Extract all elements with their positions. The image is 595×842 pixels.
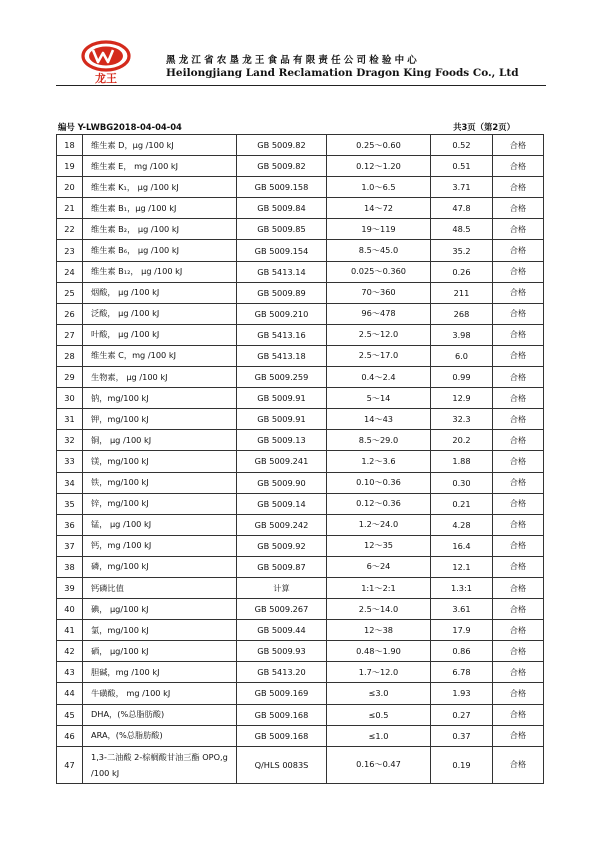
test-result: 0.30 [431,472,493,493]
test-result: 47.8 [431,198,493,219]
row-number: 22 [57,219,83,240]
row-number: 38 [57,556,83,577]
test-item: 维生素 B₂， μg /100 kJ [83,219,237,240]
report-number: 编号 Y-LWBG2018-04-04-04 [58,122,182,132]
test-method: GB 5009.13 [237,430,327,451]
judgement: 合格 [493,388,544,409]
judgement: 合格 [493,535,544,556]
row-number: 30 [57,388,83,409]
judgement: 合格 [493,577,544,598]
judgement: 合格 [493,472,544,493]
test-method: GB 5413.20 [237,662,327,683]
table-row [57,324,544,345]
standard-range: 0.16～0.47 [327,746,431,783]
table-row [57,577,544,598]
standard-range: 12～38 [327,620,431,641]
row-number: 45 [57,704,83,725]
row-number: 27 [57,324,83,345]
row-number: 32 [57,430,83,451]
test-item: 维生素 B₁₂， μg /100 kJ [83,261,237,282]
test-item: 铜， μg /100 kJ [83,430,237,451]
test-method: GB 5413.14 [237,261,327,282]
test-item: 胆碱，mg /100 kJ [83,662,237,683]
judgement: 合格 [493,451,544,472]
judgement: 合格 [493,303,544,324]
row-number: 19 [57,156,83,177]
judgement: 合格 [493,662,544,683]
row-number: 43 [57,662,83,683]
row-number: 47 [57,746,83,783]
test-method: GB 5009.210 [237,303,327,324]
test-method: GB 5009.91 [237,409,327,430]
logo-text: 龙王 [95,72,117,85]
row-number: 21 [57,198,83,219]
page-count: 共3页（第2页） [453,122,515,132]
test-method: GB 5009.82 [237,156,327,177]
company-name-cn: 黑龙江省农垦龙王食品有限责任公司检验中心 [166,55,421,66]
test-item: 锌，mg/100 kJ [83,493,237,514]
table-row [57,451,544,472]
test-result: 0.21 [431,493,493,514]
table-row [57,641,544,662]
judgement: 合格 [493,261,544,282]
standard-range: 1:1～2:1 [327,577,431,598]
judgement: 合格 [493,282,544,303]
standard-range: 5～14 [327,388,431,409]
row-number: 39 [57,577,83,598]
standard-range: ≤3.0 [327,683,431,704]
test-result: 0.51 [431,156,493,177]
standard-range: 1.0～6.5 [327,177,431,198]
standard-range: 70～360 [327,282,431,303]
table-row [57,156,544,177]
test-method: GB 5009.267 [237,599,327,620]
standard-range: ≤0.5 [327,704,431,725]
row-number: 24 [57,261,83,282]
test-result: 3.71 [431,177,493,198]
test-item: 钙磷比值 [83,577,237,598]
test-item: 铁，mg/100 kJ [83,472,237,493]
standard-range: 0.48～1.90 [327,641,431,662]
test-item: 维生素 K₁， μg /100 kJ [83,177,237,198]
judgement: 合格 [493,135,544,156]
judgement: 合格 [493,156,544,177]
test-result: 32.3 [431,409,493,430]
table-row [57,514,544,535]
table-row [57,683,544,704]
table-row [57,430,544,451]
test-method: GB 5009.91 [237,388,327,409]
standard-range: 14～43 [327,409,431,430]
table-row [57,261,544,282]
standard-range: 8.5～29.0 [327,430,431,451]
judgement: 合格 [493,240,544,261]
test-method: GB 5009.242 [237,514,327,535]
test-method: GB 5009.92 [237,535,327,556]
test-method: 计算 [237,577,327,598]
test-item: 磷，mg/100 kJ [83,556,237,577]
standard-range: 96～478 [327,303,431,324]
row-number: 42 [57,641,83,662]
judgement: 合格 [493,641,544,662]
test-item: 锰， μg /100 kJ [83,514,237,535]
table-row [57,662,544,683]
test-result: 12.9 [431,388,493,409]
judgement: 合格 [493,430,544,451]
row-number: 26 [57,303,83,324]
test-result: 3.98 [431,324,493,345]
row-number: 36 [57,514,83,535]
test-method: GB 5009.85 [237,219,327,240]
row-number: 33 [57,451,83,472]
test-item: 1,3-二油酸 2-棕榈酸甘油三酯 OPO,g /100 kJ [83,746,237,783]
row-number: 37 [57,535,83,556]
judgement: 合格 [493,345,544,366]
table-row [57,409,544,430]
table-row [57,472,544,493]
company-name-en: Heilongjiang Land Reclamation Dragon King Foods Co., Ltd [166,67,519,79]
company-logo-icon [74,40,138,86]
judgement: 合格 [493,620,544,641]
test-result: 268 [431,303,493,324]
judgement: 合格 [493,324,544,345]
test-result: 3.61 [431,599,493,620]
judgement: 合格 [493,704,544,725]
test-method: GB 5009.169 [237,683,327,704]
judgement: 合格 [493,177,544,198]
test-result: 17.9 [431,620,493,641]
test-method: GB 5413.16 [237,324,327,345]
standard-range: 2.5～12.0 [327,324,431,345]
judgement: 合格 [493,683,544,704]
test-result: 12.1 [431,556,493,577]
judgement: 合格 [493,367,544,388]
table-row [57,725,544,746]
standard-range: 0.25～0.60 [327,135,431,156]
judgement: 合格 [493,409,544,430]
row-number: 44 [57,683,83,704]
test-item: 烟酸， μg /100 kJ [83,282,237,303]
table-row [57,367,544,388]
test-result: 48.5 [431,219,493,240]
test-method: Q/HLS 0083S [237,746,327,783]
test-item: 镁，mg/100 kJ [83,451,237,472]
table-row [57,535,544,556]
test-result: 1.3:1 [431,577,493,598]
test-item: 叶酸， μg /100 kJ [83,324,237,345]
judgement: 合格 [493,514,544,535]
test-method: GB 5009.14 [237,493,327,514]
table-row [57,345,544,366]
row-number: 31 [57,409,83,430]
standard-range: 0.12～0.36 [327,493,431,514]
standard-range: 6～24 [327,556,431,577]
table-row [57,177,544,198]
table-row [57,303,544,324]
row-number: 29 [57,367,83,388]
test-method: GB 5009.93 [237,641,327,662]
test-method: GB 5413.18 [237,345,327,366]
standard-range: 0.025～0.360 [327,261,431,282]
row-number: 28 [57,345,83,366]
test-item: DHA，(%总脂肪酸) [83,704,237,725]
table-row [57,556,544,577]
standard-range: 1.2～24.0 [327,514,431,535]
test-item: 钙，mg /100 kJ [83,535,237,556]
test-method: GB 5009.90 [237,472,327,493]
row-number: 40 [57,599,83,620]
header-divider [56,85,546,86]
test-item: 维生素 B₁，μg /100 kJ [83,198,237,219]
judgement: 合格 [493,746,544,783]
test-result: 16.4 [431,535,493,556]
test-item: 氯，mg/100 kJ [83,620,237,641]
test-item: 维生素 B₆， μg /100 kJ [83,240,237,261]
test-method: GB 5009.241 [237,451,327,472]
standard-range: 19～119 [327,219,431,240]
row-number: 35 [57,493,83,514]
table-row [57,620,544,641]
test-item: 硒， μg/100 kJ [83,641,237,662]
standard-range: 14～72 [327,198,431,219]
test-method: GB 5009.87 [237,556,327,577]
row-number: 25 [57,282,83,303]
judgement: 合格 [493,198,544,219]
test-item: 钠，mg/100 kJ [83,388,237,409]
test-result: 4.28 [431,514,493,535]
table-row [57,282,544,303]
table-row [57,746,544,783]
standard-range: 1.2～3.6 [327,451,431,472]
test-result: 0.37 [431,725,493,746]
table-row [57,493,544,514]
table-row [57,135,544,156]
standard-range: 0.10～0.36 [327,472,431,493]
standard-range: 12～35 [327,535,431,556]
test-method: GB 5009.154 [237,240,327,261]
judgement: 合格 [493,493,544,514]
test-result: 0.52 [431,135,493,156]
standard-range: 0.4～2.4 [327,367,431,388]
row-number: 18 [57,135,83,156]
test-method: GB 5009.89 [237,282,327,303]
standard-range: 8.5～45.0 [327,240,431,261]
test-results-table [56,134,544,784]
test-method: GB 5009.168 [237,704,327,725]
table-row [57,219,544,240]
test-item: 维生素 E， mg /100 kJ [83,156,237,177]
row-number: 23 [57,240,83,261]
test-item: 钾，mg/100 kJ [83,409,237,430]
row-number: 41 [57,620,83,641]
table-row [57,240,544,261]
judgement: 合格 [493,599,544,620]
test-result: 1.93 [431,683,493,704]
test-method: GB 5009.168 [237,725,327,746]
test-result: 211 [431,282,493,303]
test-method: GB 5009.44 [237,620,327,641]
test-item: 泛酸， μg /100 kJ [83,303,237,324]
test-item: 碘， μg/100 kJ [83,599,237,620]
test-method: GB 5009.259 [237,367,327,388]
row-number: 46 [57,725,83,746]
table-row [57,198,544,219]
test-method: GB 5009.84 [237,198,327,219]
judgement: 合格 [493,219,544,240]
table-row [57,599,544,620]
judgement: 合格 [493,725,544,746]
test-result: 0.19 [431,746,493,783]
table-row [57,704,544,725]
standard-range: ≤1.0 [327,725,431,746]
test-result: 0.86 [431,641,493,662]
test-item: 维生素 D，μg /100 kJ [83,135,237,156]
standard-range: 2.5～14.0 [327,599,431,620]
test-item: 牛磺酸， mg /100 kJ [83,683,237,704]
standard-range: 2.5～17.0 [327,345,431,366]
judgement: 合格 [493,556,544,577]
row-number: 34 [57,472,83,493]
test-result: 6.78 [431,662,493,683]
test-result: 35.2 [431,240,493,261]
letterhead [74,40,534,86]
standard-range: 0.12～1.20 [327,156,431,177]
test-item: 维生素 C，mg /100 kJ [83,345,237,366]
test-result: 20.2 [431,430,493,451]
test-item: 生物素， μg /100 kJ [83,367,237,388]
test-result: 0.27 [431,704,493,725]
test-result: 0.26 [431,261,493,282]
test-item: ARA，(%总脂肪酸) [83,725,237,746]
test-result: 6.0 [431,345,493,366]
test-method: GB 5009.158 [237,177,327,198]
standard-range: 1.7～12.0 [327,662,431,683]
table-row [57,388,544,409]
row-number: 20 [57,177,83,198]
test-result: 1.88 [431,451,493,472]
test-method: GB 5009.82 [237,135,327,156]
test-result: 0.99 [431,367,493,388]
